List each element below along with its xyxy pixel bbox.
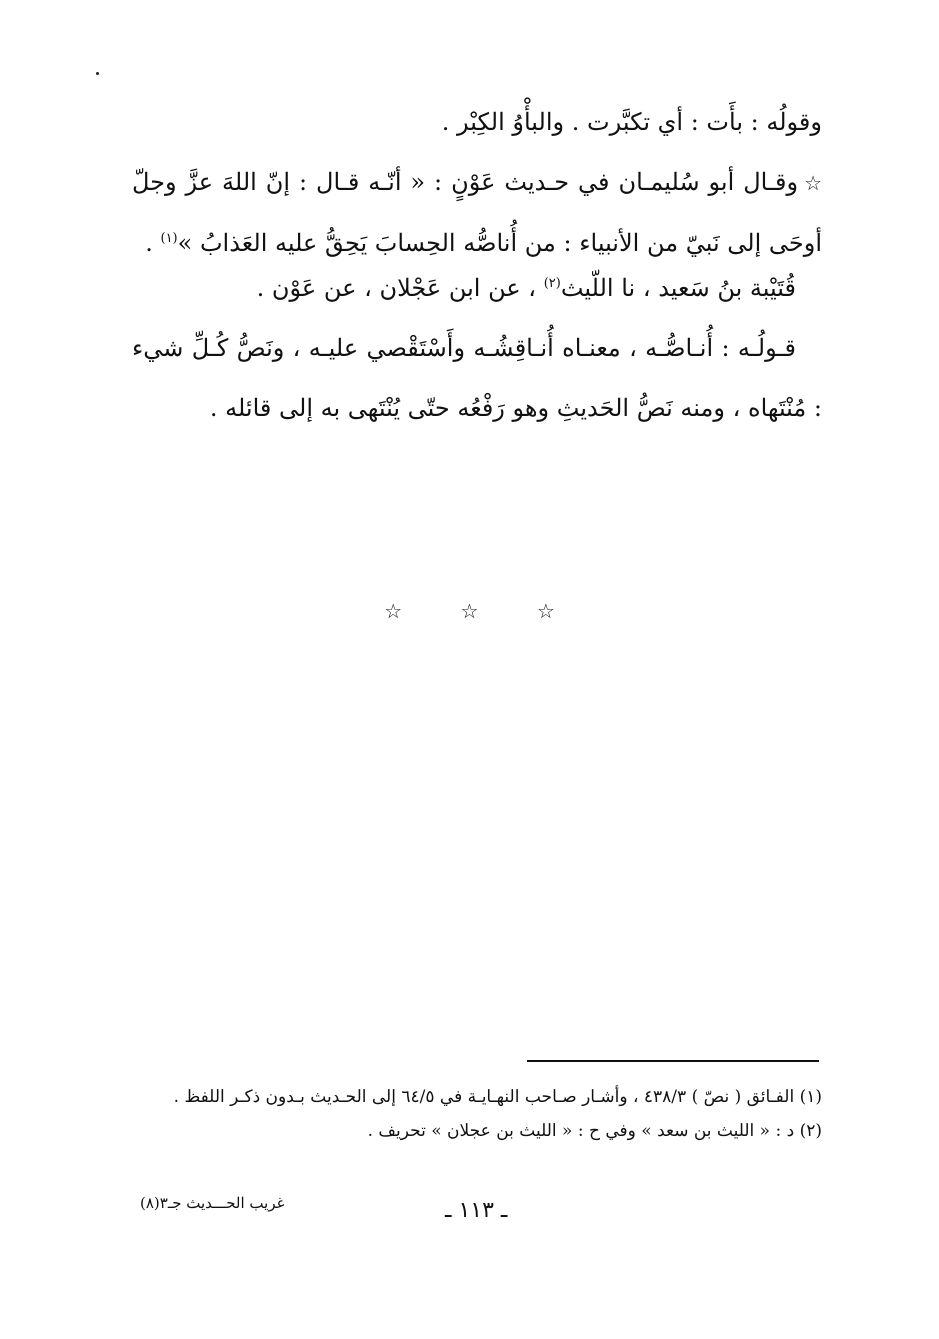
separator-star-icon: ☆ bbox=[460, 599, 479, 623]
paragraph-1 bbox=[132, 92, 822, 152]
paragraph-4 bbox=[132, 318, 822, 438]
paragraph-3-text: قُتَيْبة بنُ سَعيد ، نا اللّيث bbox=[560, 274, 796, 302]
paragraph-3 bbox=[132, 258, 822, 318]
paragraph-2-end: . bbox=[145, 229, 161, 257]
star-marker-icon: ☆ bbox=[804, 171, 822, 195]
printer-signature: غريب الحـــديث جـ٣(٨) bbox=[140, 1194, 285, 1212]
footnote-1: (١) الفـائق ( نصّ ) ٤٣٨/٣ ، وأشـار صـاحب النهـايـة في ٦٤/٥ إلى الحـديث بـدون ذكـر اللفظ . bbox=[173, 1087, 822, 1107]
paragraph-1-text: وقولُه : بأَت : أي تكبَّرت . والبأْوُ الكِبْر . bbox=[441, 108, 822, 136]
paragraph-4-text: قـولُـه : أُنـاصُّـه ، معنـاه أُنـاقِشُـه وأَسْتَقْصي عليـه ، ونَصُّ كُـلِّ شيء : مُنْتَهاه ، ومنه نَصُّ الحَديثِ وهو رَفْعُه حتّى يُنْتَهى به إلى قائله . bbox=[132, 334, 822, 422]
footnotes bbox=[132, 1080, 822, 1148]
page-number: ـ ١١٣ ـ bbox=[445, 1198, 508, 1223]
separator-star-icon: ☆ bbox=[384, 599, 403, 623]
section-separator bbox=[0, 599, 939, 639]
paragraph-3-end: ، عن ابن عَجْلان ، عن عَوْن . bbox=[256, 274, 544, 302]
paragraph-2-text: وقـال أبو سُليمـان في حـديث عَوْنٍ : « أنّـه قـال : إنّ اللهَ عزَّ وجلّ أوحَى إلى نَبيّ من الأنبياء : من أُناصُّه الحِسابَ يَحِقُّ عليه العَذابُ » bbox=[132, 168, 822, 257]
footnote-ref-2[interactable]: (٢) bbox=[543, 276, 561, 291]
footnote-ref-1[interactable]: (١) bbox=[160, 231, 178, 246]
footnote-2: (٢) د : « الليث بن سعد » وفي ح : « الليث بن عجلان » تحريف . bbox=[367, 1121, 822, 1141]
page-footer bbox=[130, 1192, 820, 1232]
paragraph-2 bbox=[132, 152, 822, 273]
footnote-divider bbox=[527, 1060, 819, 1062]
stray-dot bbox=[96, 72, 99, 75]
separator-star-icon: ☆ bbox=[536, 599, 555, 623]
